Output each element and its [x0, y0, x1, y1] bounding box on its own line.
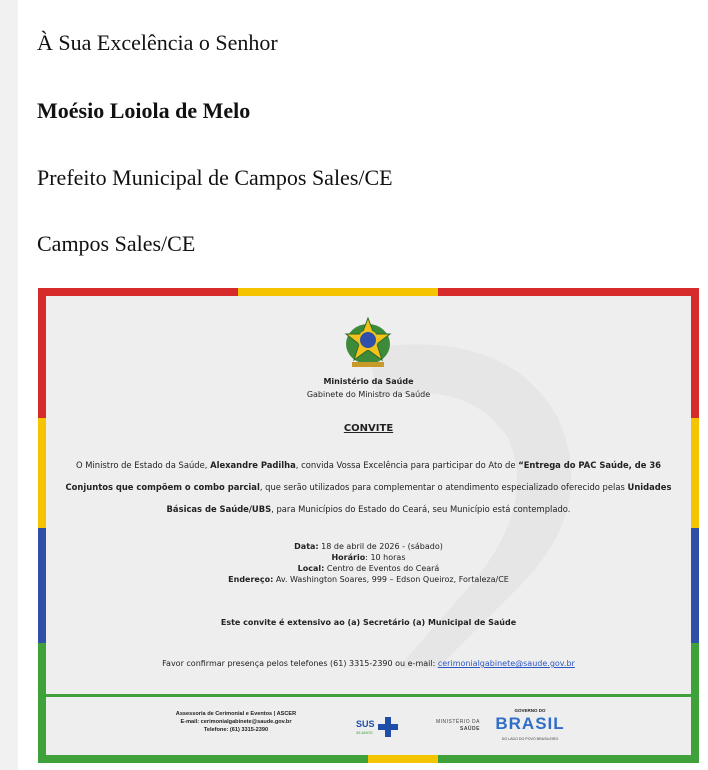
- event-name: “Entrega do PAC Saúde, de 36 Conjuntos que compõem o combo parcial: [65, 460, 661, 492]
- recipient-name: Moésio Loiola de Melo: [37, 98, 251, 123]
- extension-note: Este convite é extensivo ao (a) Secretário (a) Municipal de Saúde: [220, 618, 517, 627]
- place-value: Centro de Eventos do Ceará: [324, 564, 440, 573]
- recipient-city: Campos Sales/CE: [37, 231, 196, 256]
- salutation: À Sua Excelência o Senhor: [37, 30, 278, 55]
- invitation-heading: CONVITE: [343, 423, 394, 434]
- rsvp-email-link[interactable]: cerimonialgabinete@saude.gov.br: [437, 659, 575, 668]
- cabinet-name: Gabinete do Ministro da Saúde: [306, 390, 431, 399]
- gov-brasil-logo: [490, 706, 570, 752]
- date-value: 18 de abril de 2026 - (sábado): [318, 542, 443, 551]
- sus-cross-icon: [378, 717, 398, 737]
- invitation-body: [60, 454, 677, 520]
- footer-line-1: Assessoria de Cerimonial e Eventos | ASCER: [175, 711, 297, 717]
- body-text-1: O Ministro de Estado da Saúde,: [75, 460, 211, 470]
- gov-bottom-text: DO LADO DO POVO BRASILEIRO: [501, 737, 559, 741]
- gov-brasil-text: BRASIL: [495, 714, 565, 733]
- units-name: Unidades Básicas de Saúde/UBS: [166, 482, 672, 514]
- event-date: [46, 542, 691, 551]
- sus-logo: [356, 715, 406, 739]
- address-label: Endereço:: [228, 575, 274, 584]
- coat-of-arms-icon: [338, 312, 398, 370]
- body-text-2: , convida Vossa Excelência para participar do Ato de: [295, 460, 519, 470]
- time-value: : 10 horas: [365, 553, 406, 562]
- ministry-logo-line-1: MINISTÉRIO DA: [435, 719, 480, 725]
- event-time: [46, 553, 691, 562]
- gov-top-text: GOVERNO DO: [514, 708, 546, 713]
- time-label: Horário: [331, 553, 366, 562]
- ministry-name: Ministério da Saúde: [323, 377, 414, 386]
- place-label: Local:: [297, 564, 325, 573]
- rsvp-line: [46, 659, 691, 668]
- address-value: Av. Washington Soares, 999 – Edson Queiroz, Fortaleza/CE: [273, 575, 509, 584]
- recipient-position: Prefeito Municipal de Campos Sales/CE: [37, 165, 393, 190]
- footer-line-2: E-mail: cerimonialgabinete@saude.gov.br: [180, 719, 292, 725]
- footer-divider: [46, 694, 691, 697]
- minister-name: Alexandre Padilha: [210, 460, 296, 470]
- footer-contact: [156, 710, 316, 734]
- page-margin: [0, 0, 18, 770]
- event-place: [46, 564, 691, 573]
- date-label: Data:: [294, 542, 319, 551]
- footer-line-3: Telefone: (61) 3315-2390: [203, 727, 269, 733]
- body-text-4: , para Municípios do Estado do Ceará, seu Município está contemplado.: [271, 504, 571, 514]
- ministry-logo: [420, 719, 480, 733]
- sus-years: 35 ANOS: [356, 730, 373, 735]
- sus-label: SUS: [356, 719, 375, 729]
- ministry-logo-line-2: SAÚDE: [459, 726, 480, 732]
- event-address: [46, 575, 691, 584]
- rsvp-text: Favor confirmar presença pelos telefones (61) 3315-2390 ou e-mail:: [162, 659, 438, 668]
- body-text-3: , que serão utilizados para complementar o atendimento especializado oferecido pelas: [259, 482, 628, 492]
